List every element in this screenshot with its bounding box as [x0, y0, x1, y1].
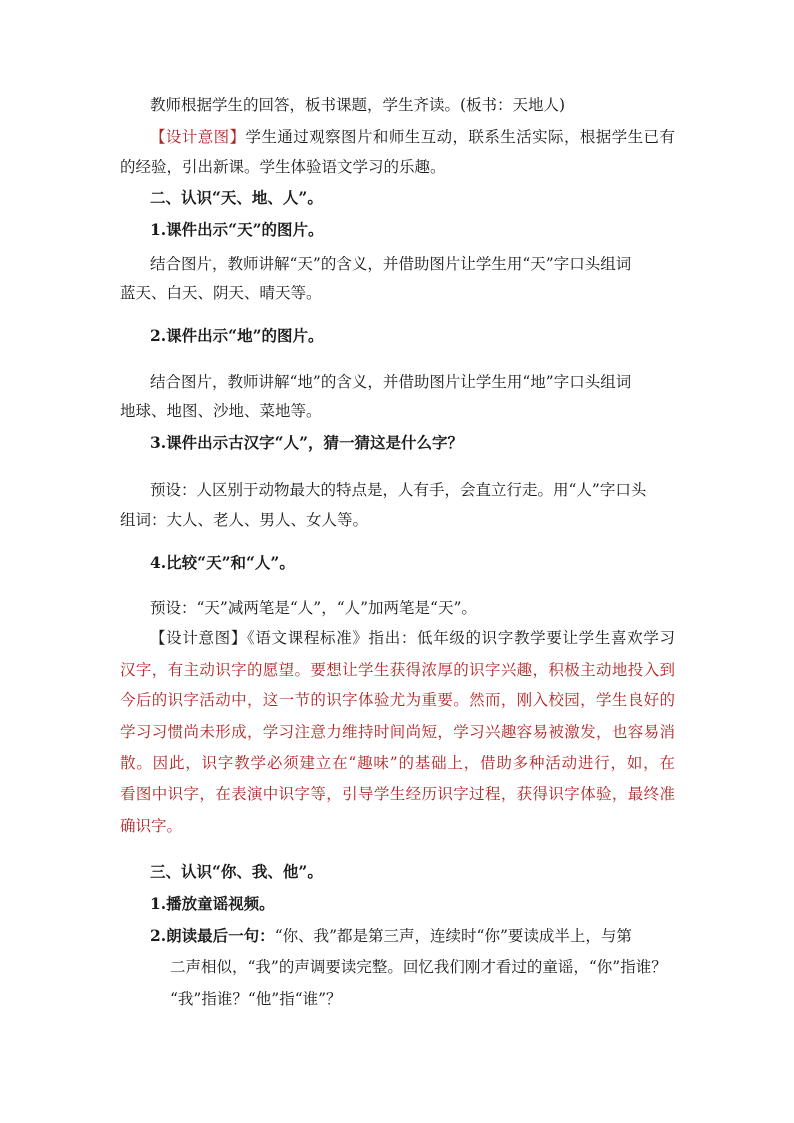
subheading-3-1: 1.播放童谣视频。 — [150, 894, 275, 913]
paragraph-ni-wo-line-3: “我”指谁？“他”指“谁”？ — [170, 990, 342, 1008]
design-intent-1-line-2: 的经验，引出新课。学生体验语文学习的乐趣。 — [120, 158, 446, 176]
paragraph-di-line-2: 地球、地图、沙地、菜地等。 — [120, 402, 322, 420]
paragraph-ni-wo-line-2: 二声相似，“我”的声调要读完整。回忆我们刚才看过的童谣，“你”指谁？ — [170, 958, 667, 976]
paragraph-tian-line-1: 结合图片，教师讲解“天”的含义，并借助图片让学生用“天”字口头组词 — [150, 255, 632, 273]
subheading-3-2: 2.朗读最后一句：“你、我”都是第三声，连续时“你”要读成半上，与第 — [150, 926, 632, 945]
design-intent-2-line-1: 【设计意图】《语文课程标准》指出：低年级的识字教学要让学生喜欢学习 — [150, 629, 675, 647]
paragraph-ren-line-2: 组词：大人、老人、男人、女人等。 — [120, 511, 369, 529]
design-intent-label: 【设计意图】 — [150, 128, 246, 146]
subheading-2-1: 1.课件出示“天”的图片。 — [150, 220, 324, 239]
design-intent-2-line-4: 学习习惯尚未形成，学习注意力维持时间尚短，学习兴趣容易被激发，也容易消 — [120, 723, 675, 741]
paragraph-intro: 教师根据学生的回答，板书课题，学生齐读。(板书：天地人) — [150, 96, 566, 114]
paragraph-ren-line-1: 预设：人区别于动物最大的特点是，人有手，会直立行走。用“人”字口头 — [150, 481, 647, 499]
design-intent-2-line-6: 看图中识字，在表演中识字等，引导学生经历识字过程，获得识字体验，最终准 — [120, 785, 675, 803]
paragraph-tian-line-2: 蓝天、白天、阴天、晴天等。 — [120, 284, 322, 302]
design-intent-2-line-7: 确识字。 — [120, 817, 183, 835]
paragraph-di-line-1: 结合图片，教师讲解“地”的含义，并借助图片让学生用“地”字口头组词 — [150, 373, 632, 391]
subheading-2-4: 4.比较“天”和“人”。 — [150, 553, 295, 572]
subheading-2-2: 2.课件出示“地”的图片。 — [150, 326, 324, 345]
design-intent-1-line-1: 【设计意图】学生通过观察图片和师生互动，联系生活实际，根据学生已有 — [150, 128, 675, 146]
subheading-2-3: 3.课件出示古汉字“人”，猜一猜这是什么字？ — [150, 433, 464, 452]
design-intent-2-line-3: 今后的识字活动中，这一节的识字体验尤为重要。然而，刚入校园，学生良好的 — [120, 691, 675, 709]
paragraph-compare: 预设：“天”减两笔是“人”，“人”加两笔是“天”。 — [150, 599, 477, 617]
design-intent-2-line-2: 汉字，有主动识字的愿望。要想让学生获得浓厚的识字兴趣，积极主动地投入到 — [120, 661, 675, 679]
section-heading-2: 二、认识“天、地、人”。 — [150, 188, 323, 207]
section-heading-3: 三、认识“你、我、他”。 — [150, 862, 323, 881]
design-intent-2-line-5: 散。因此，识字教学必须建立在“趣味”的基础上，借助多种活动进行，如，在 — [120, 754, 675, 772]
